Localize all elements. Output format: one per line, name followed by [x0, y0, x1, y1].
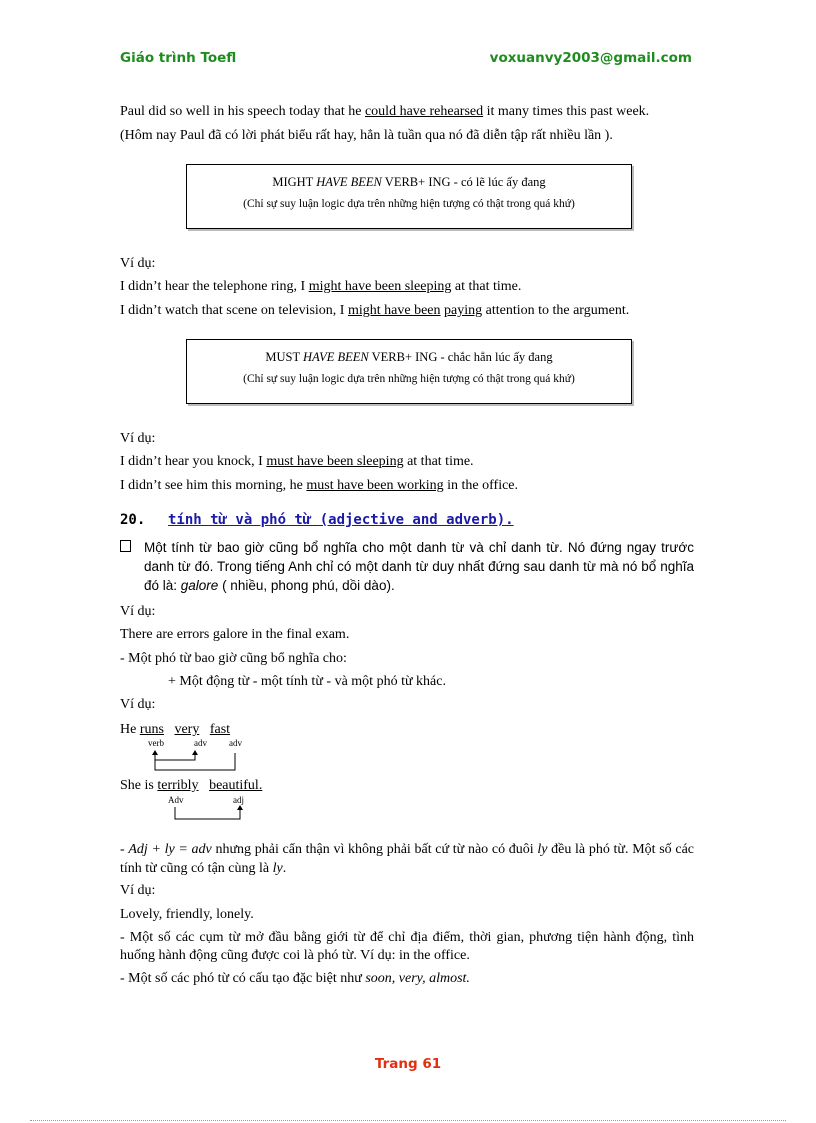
text: I didn’t hear you knock, I: [120, 454, 267, 469]
adj-ly-paragraph: [120, 840, 694, 878]
label-adj: adj: [233, 795, 244, 805]
example-sentence: [120, 302, 629, 320]
word-runs: runs: [139, 722, 164, 737]
text: at that time.: [451, 279, 522, 294]
intro-line-1: [120, 103, 649, 121]
text: ly: [537, 842, 548, 857]
example-sentence: [120, 278, 521, 296]
underlined-phrase: could have rehearsed: [364, 104, 484, 119]
formula-note: (Chỉ sự suy luận logic dựa trên những hiện tượng có thật trong quá khứ): [243, 198, 575, 210]
example-sentence: [120, 477, 518, 495]
text: ly: [272, 861, 283, 876]
word-fast: fast: [209, 722, 231, 737]
underlined-phrase: must have been working: [306, 478, 444, 493]
text: ( nhiều, phong phú, dồi dào).: [218, 578, 395, 593]
text: I didn’t see him this morning, he: [120, 478, 307, 493]
bullet-square-icon: [120, 540, 131, 552]
text: VERB+ ING - có lẽ lúc ấy đang: [381, 175, 546, 189]
text: VERB+ ING - chắc hẳn lúc ấy đang: [368, 350, 553, 364]
diagram-sentence-1: [120, 721, 230, 739]
formula-line: [187, 350, 631, 365]
text: MUST: [265, 350, 304, 364]
text: nhưng phải cẩn thận vì không phải bất cứ từ nào có đuôi: [211, 842, 538, 857]
header-title: Giáo trình Toefl: [120, 50, 237, 66]
label-adv-2: adv: [229, 738, 242, 748]
text: galore: [180, 578, 219, 593]
word-terribly: terribly: [157, 778, 199, 793]
prepositional-phrase-paragraph: - Một số các cụm từ mở đầu bằng giới từ để chỉ địa điểm, thời gian, phương tiện hành động, tình huống hành động cũng được coi là phó từ. Ví dụ: in the office.: [120, 930, 694, 963]
example-sentence: Lovely, friendly, lonely.: [120, 907, 254, 922]
example-label: Ví dụ:: [120, 256, 156, 271]
text: đều là phó từ. Một số các tính từ cũng có tận cùng là: [120, 842, 694, 876]
formula-line: [187, 175, 631, 190]
text: - Một số các phó từ có cấu tạo đặc biệt như: [120, 971, 366, 986]
text: She is: [120, 778, 158, 793]
label-adv-3: Adv: [168, 795, 184, 805]
word-beautiful: beautiful.: [209, 778, 263, 793]
diagram-arrows-1: [140, 745, 250, 775]
text: Paul did so well in his speech today that he: [120, 104, 365, 119]
text: HAVE BEEN: [303, 350, 369, 364]
formula-box-must: [186, 339, 632, 404]
page-bottom-divider: [30, 1120, 786, 1121]
label-adv-1: adv: [194, 738, 207, 748]
diagram-sentence-2: [120, 777, 262, 795]
formula-note: (Chỉ sự suy luận logic dựa trên những hiện tượng có thật trong quá khứ): [243, 373, 575, 385]
text: at that time.: [403, 454, 474, 469]
section-heading: [120, 512, 514, 528]
text: .: [282, 861, 287, 876]
text: I didn’t hear the telephone ring, I: [120, 279, 309, 294]
text: MIGHT: [272, 175, 317, 189]
example-label: Ví dụ:: [120, 883, 156, 898]
adjective-paragraph: [144, 538, 694, 595]
text: soon, very, almost.: [365, 971, 470, 986]
formula-box-might: [186, 164, 632, 229]
example-label: Ví dụ:: [120, 697, 156, 712]
underlined-phrase: might have been sleeping: [308, 279, 452, 294]
rule-sub-line: + Một động từ - một tính từ - và một phó từ khác.: [168, 674, 446, 689]
underlined-phrase: paying: [444, 303, 483, 318]
text: in the office.: [443, 478, 519, 493]
label-verb: verb: [148, 738, 164, 748]
header-email: voxuanvy2003@gmail.com: [489, 50, 692, 66]
example-sentence: There are errors galore in the final exam.: [120, 627, 350, 642]
text: Adj + ly = adv: [128, 842, 212, 857]
text: HAVE BEEN: [316, 175, 382, 189]
text: -: [120, 842, 129, 857]
example-sentence: [120, 453, 474, 471]
section-number: 20.: [120, 512, 146, 528]
intro-line-2: (Hôm nay Paul đã có lời phát biểu rất hay, hẳn là tuần qua nó đã diễn tập rất nhiều lần ).: [120, 128, 613, 143]
page-number: Trang 61: [374, 1056, 442, 1072]
text: Một tính từ bao giờ cũng bổ nghĩa cho một danh từ và chỉ danh từ. Nó đứng ngay trước danh từ đó. Trong tiếng Anh chỉ có một danh từ duy nhất đứng sau danh từ mà nó bổ nghĩa đó là:: [144, 540, 694, 593]
special-adverbs-line: [120, 970, 470, 988]
text: it many times this past week.: [483, 104, 650, 119]
text: I didn’t watch that scene on television, I: [120, 303, 348, 318]
underlined-phrase: must have been sleeping: [266, 454, 404, 469]
diagram-arrows-2: [160, 805, 250, 825]
rule-line: - Một phó từ bao giờ cũng bổ nghĩa cho:: [120, 651, 347, 666]
word-very: very: [174, 722, 200, 737]
example-label: Ví dụ:: [120, 604, 156, 619]
example-label: Ví dụ:: [120, 431, 156, 446]
section-title: tính từ và phó từ (adjective and adverb).: [168, 512, 514, 528]
text: attention to the argument.: [482, 303, 630, 318]
underlined-phrase: might have been: [347, 303, 441, 318]
text: He: [120, 722, 140, 737]
